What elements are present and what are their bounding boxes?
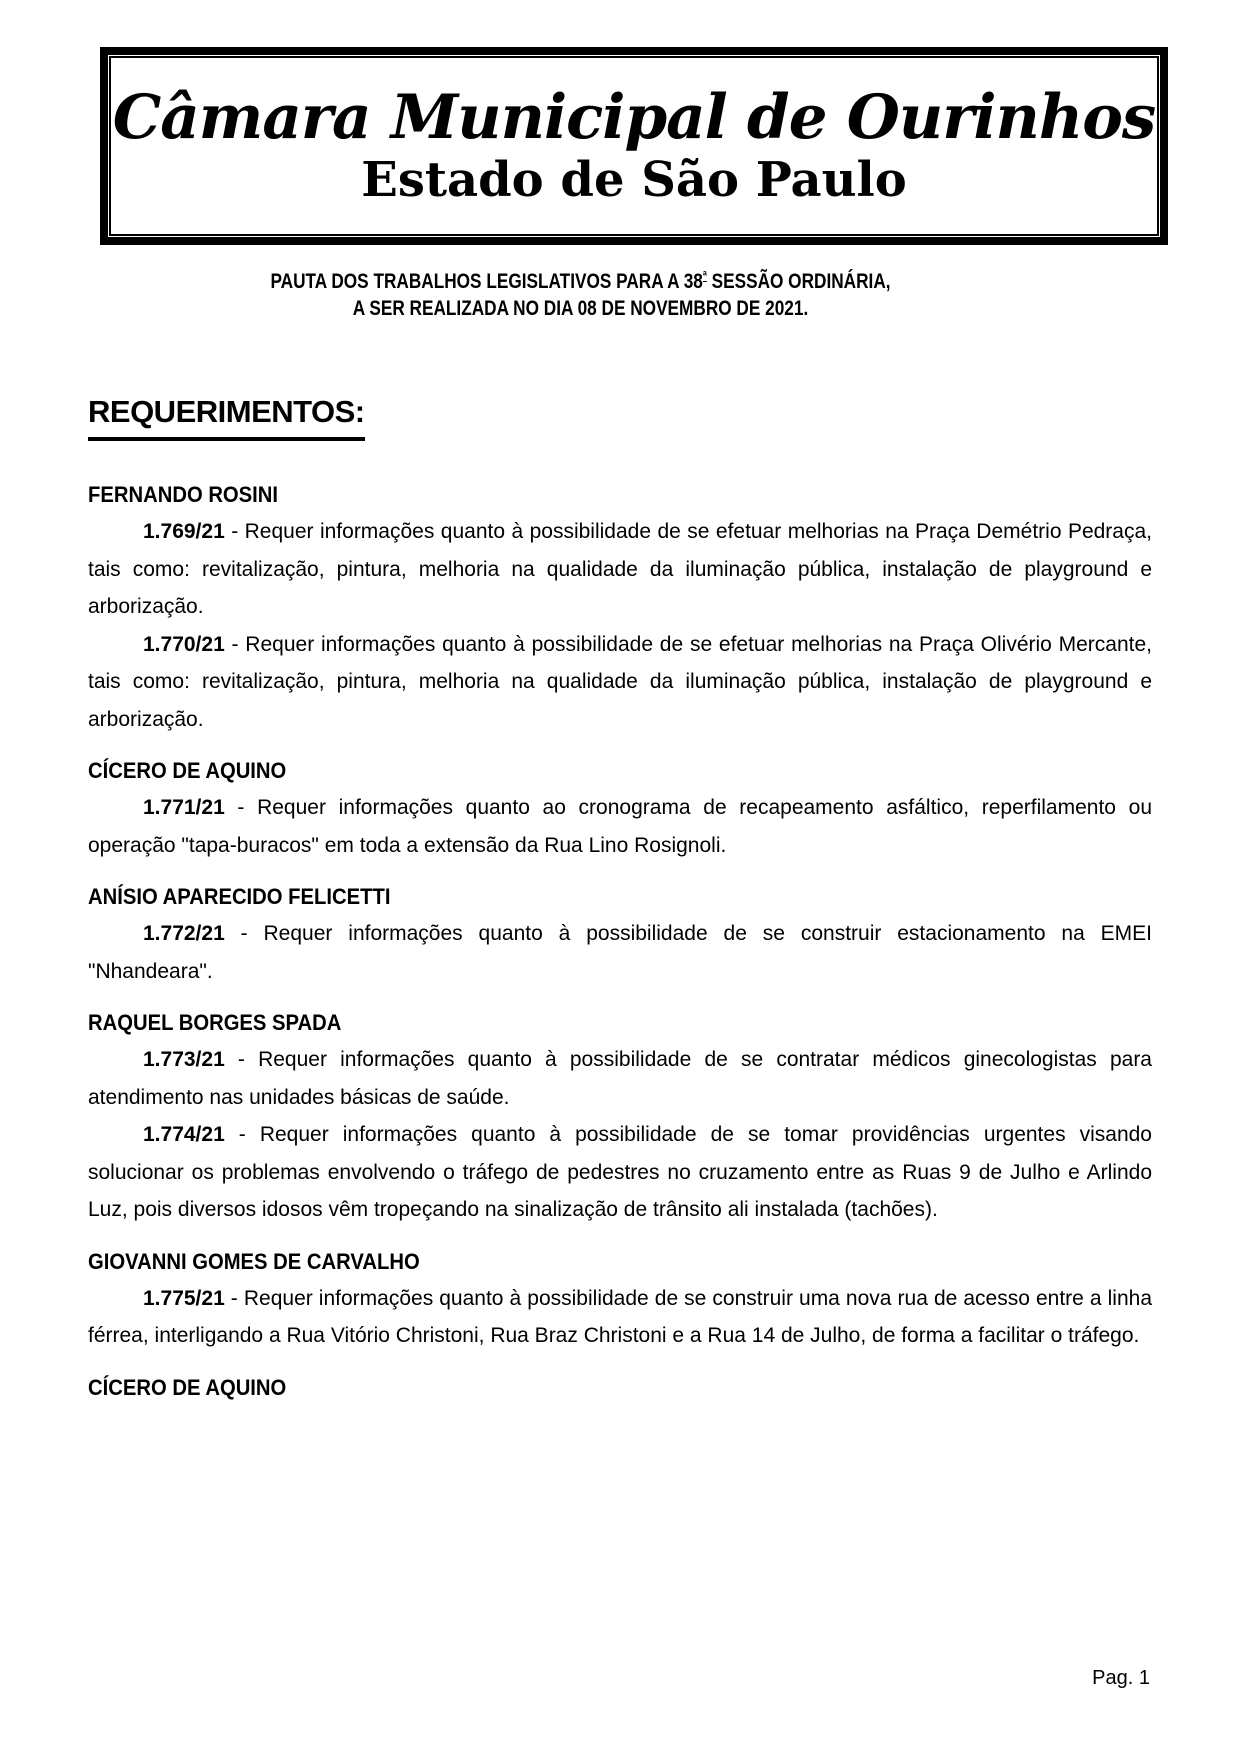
org-name: Câmara Municipal de Ourinhos [112, 81, 1156, 153]
org-state: Estado de São Paulo [361, 151, 907, 208]
session-notice [88, 262, 1073, 322]
author-heading: GIOVANNI GOMES DE CARVALHO [88, 1248, 420, 1274]
requirement-text: - Requer informações quanto à possibilidade de se construir estacionamento na EMEI "Nhandeara". [88, 922, 1152, 983]
requirement-item [88, 789, 1152, 864]
author-heading: FERNANDO ROSINI [88, 482, 279, 507]
author-heading: CÍCERO DE AQUINO [88, 1374, 287, 1400]
notice-line1-prefix: PAUTA DOS TRABALHOS LEGISLATIVOS PARA A 38 [270, 270, 703, 293]
ordinal-indicator: ª [702, 268, 707, 283]
requirement-item [88, 1280, 1152, 1355]
requirement-text: - Requer informações quanto à possibilidade de se tomar providências urgentes visando solucionar os problemas envolvendo o tráfego de pedestres no cruzamento entre as Ruas 9 de Julho e Arlindo Luz, pois diversos idosos vêm tropeçando na sinalização de trânsito ali instalada (tachões). [88, 1123, 1152, 1221]
section-heading-requerimentos: REQUERIMENTOS: [88, 394, 365, 441]
requirement-item [88, 1041, 1152, 1116]
requirement-text: - Requer informações quanto à possibilidade de se construir uma nova rua de acesso entre a linha férrea, interligando a Rua Vitório Christoni, Rua Braz Christoni e a Rua 14 de Julho, de forma a facilitar o tráfego. [88, 1286, 1152, 1347]
requirement-text: - Requer informações quanto à possibilidade de se efetuar melhorias na Praça Olivério Mercante, tais como: revitalização, pintura, melhoria na qualidade da iluminação pública, instalação de playground e arborização. [88, 632, 1152, 731]
header-box-inner-border [109, 56, 1159, 236]
requirement-text: - Requer informações quanto à possibilidade de se efetuar melhorias na Praça Demétrio Pedraça, tais como: revitalização, pintura, melhoria na qualidade da iluminação pública, instalação de playground e arborização. [88, 520, 1152, 618]
session-notice-line2: A SER REALIZADA NO DIA 08 DE NOVEMBRO DE 2021. [352, 297, 809, 320]
requirement-number: 1.769/21 [143, 520, 225, 543]
requirement-item [88, 915, 1152, 990]
requirement-number: 1.770/21 [143, 632, 225, 656]
requirement-number: 1.774/21 [143, 1123, 225, 1146]
requirement-number: 1.772/21 [143, 922, 225, 945]
header-box [100, 47, 1168, 245]
author-heading: ANÍSIO APARECIDO FELICETTI [88, 884, 391, 909]
requirement-item [88, 626, 1152, 739]
requirement-text: - Requer informações quanto à possibilidade de se contratar médicos ginecologistas para atendimento nas unidades básicas de saúde. [88, 1048, 1152, 1109]
requirement-number: 1.775/21 [143, 1286, 225, 1310]
author-heading: RAQUEL BORGES SPADA [88, 1010, 342, 1035]
requirement-number: 1.771/21 [143, 796, 225, 819]
requirement-text: - Requer informações quanto ao cronograma de recapeamento asfáltico, reperfilamento ou operação "tapa-buracos" em toda a extensão da Rua Lino Rosignoli. [88, 796, 1152, 857]
page-number: Pag. 1 [1092, 1667, 1150, 1689]
session-notice-line1 [177, 262, 985, 295]
document-body [88, 462, 1152, 1406]
author-heading: CÍCERO DE AQUINO [88, 758, 287, 783]
notice-line1-suffix: SESSÃO ORDINÁRIA, [706, 270, 891, 293]
requirement-item [88, 1116, 1152, 1229]
requirement-number: 1.773/21 [143, 1048, 225, 1071]
requirement-item [88, 513, 1152, 626]
